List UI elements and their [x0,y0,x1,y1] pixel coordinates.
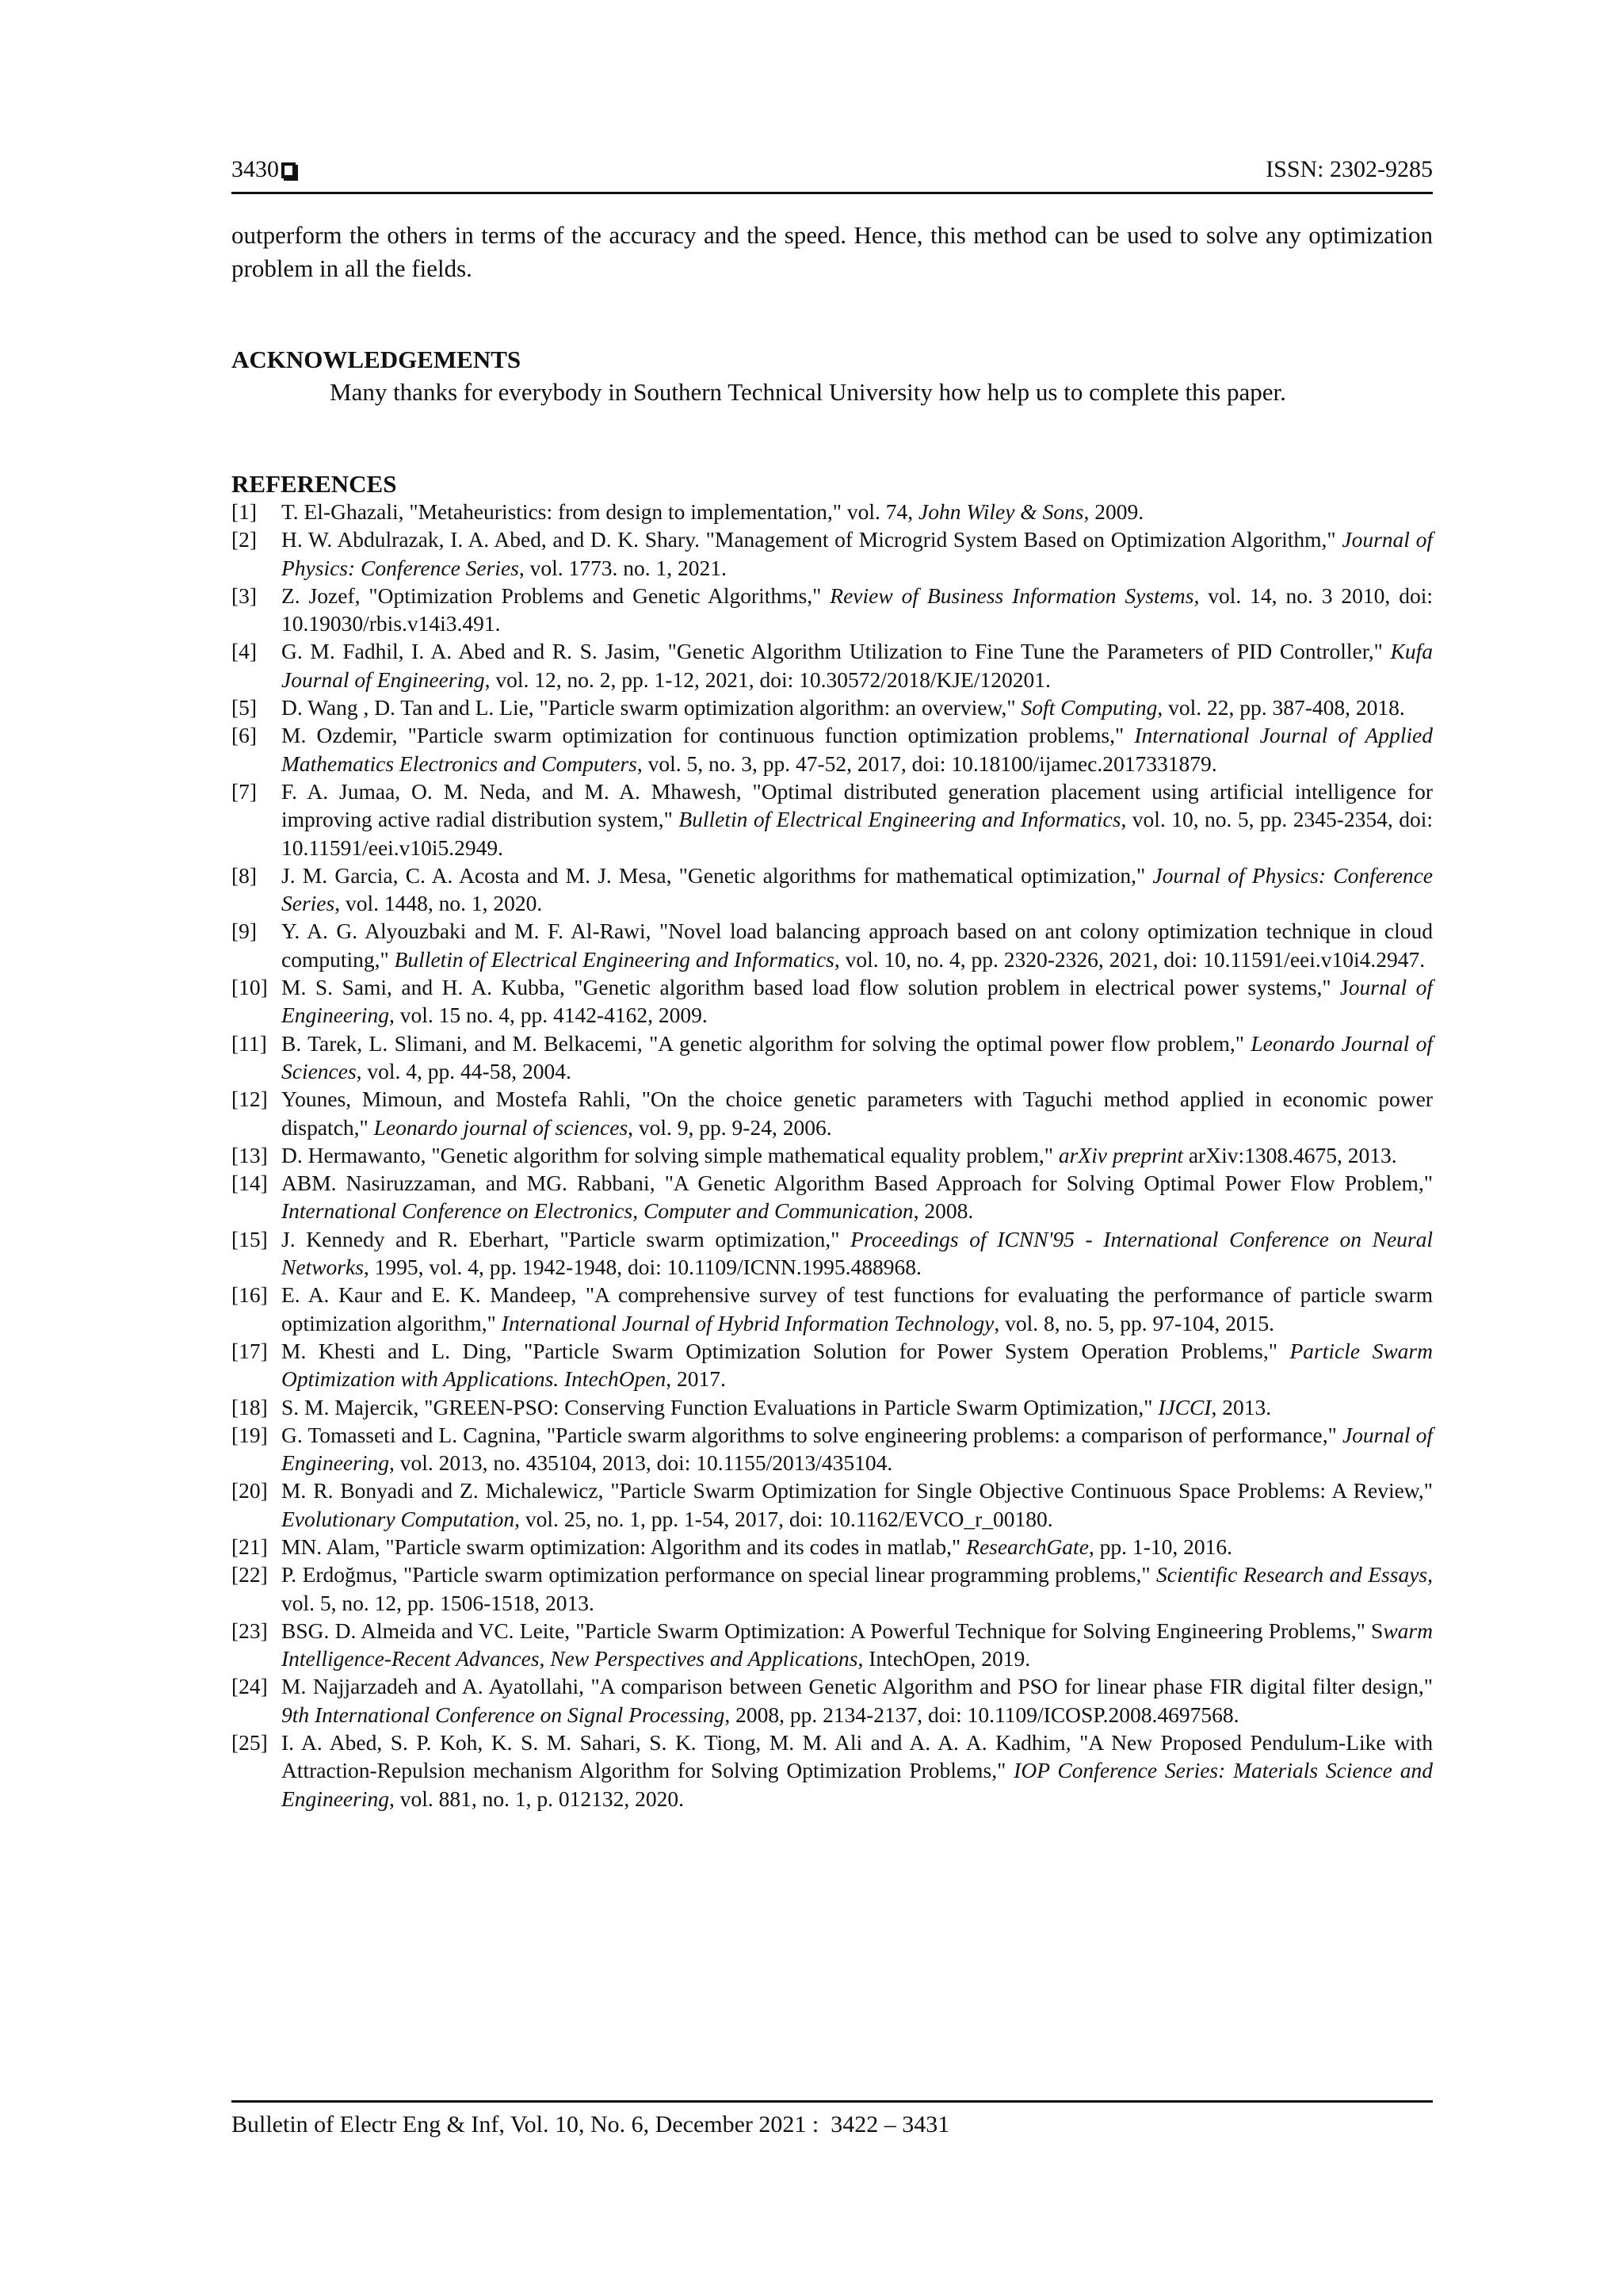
reference-text: Z. Jozef, "Optimization Problems and Genetic Algorithms," Review of Business Information Systems, vol. 14, no. 3 2010, doi: 10.19030/rbis.v14i3.491. [281,583,1433,636]
reference-item [231,1393,1433,1421]
acknowledgements-heading: ACKNOWLEDGEMENTS [231,346,521,373]
reference-item [231,525,1433,582]
reference-item [231,582,1433,638]
reference-item [231,1225,1433,1282]
reference-item [231,1533,1433,1561]
reference-text: MN. Alam, "Particle swarm optimization: Algorithm and its codes in matlab," ResearchGate, pp. 1-10, 2016. [281,1534,1232,1559]
reference-number: [19] [231,1422,268,1447]
reference-number: [15] [231,1226,268,1251]
reference-text: J. M. Garcia, C. A. Acosta and M. J. Mesa, "Genetic algorithms for mathematical optimization," Journal of Physics: Conference Series, vol. 1448, no. 1, 2020. [281,862,1433,916]
reference-text: B. Tarek, L. Slimani, and M. Belkacemi, "A genetic algorithm for solving the optimal power flow problem," Leonardo Journal of Sciences, vol. 4, pp. 44-58, 2004. [281,1030,1433,1083]
reference-text: I. A. Abed, S. P. Koh, K. S. M. Sahari, S. K. Tiong, M. M. Ali and A. A. A. Kadhim, "A New Proposed Pendulum-Like with Attraction-Repulsion mechanism Algorithm for Solving Optimization Problems," IOP Conference Series: Materials Science and Engineering, vol. 881, no. 1, p. 012132, 2020. [281,1730,1433,1811]
reference-text: BSG. D. Almeida and VC. Leite, "Particle Swarm Optimization: A Powerful Technique for Solving Engineering Problems," Swarm Intelligence-Recent Advances, New Perspectives and Applications, IntechOpen, 2019. [281,1618,1433,1671]
reference-text: H. W. Abdulrazak, I. A. Abed, and D. K. Shary. "Management of Microgrid System Based on Optimization Algorithm," Journal of Physics: Conference Series, vol. 1773. no. 1, 2021. [281,527,1433,580]
reference-number: [24] [231,1674,268,1699]
reference-text: T. El-Ghazali, "Metaheuristics: from design to implementation," vol. 74, John Wiley & Sons, 2009. [281,499,1144,524]
reference-text: G. Tomasseti and L. Cagnina, "Particle swarm algorithms to solve engineering problems: a comparison of performance," Journal of Engineering, vol. 2013, no. 435104, 2013, doi: 10.1155/2013/435104. [281,1422,1433,1476]
reference-text: M. Khesti and L. Ding, "Particle Swarm Optimization Solution for Power System Operation Problems," Particle Swarm Optimization with Applications. IntechOpen, 2017. [281,1338,1433,1392]
reference-number: [4] [231,639,258,664]
references-heading: REFERENCES [231,470,397,498]
reference-text: G. M. Fadhil, I. A. Abed and R. S. Jasim, "Genetic Algorithm Utilization to Fine Tune the Parameters of PID Controller," Kufa Journal of Engineering, vol. 12, no. 2, pp. 1-12, 2021, doi: 10.30572/2018/KJE/120201. [281,639,1433,692]
reference-item [231,1477,1433,1533]
reference-number: [22] [231,1562,268,1587]
reference-text: J. Kennedy and R. Eberhart, "Particle swarm optimization," Proceedings of ICNN'95 - International Conference on Neural Networks, 1995, vol. 4, pp. 1942-1948, doi: 10.1109/ICNN.1995.488968. [281,1226,1433,1280]
reference-item [231,1337,1433,1393]
reference-text: ABM. Nasiruzzaman, and MG. Rabbani, "A Genetic Algorithm Based Approach for Solving Optimal Power Flow Problem," International Conference on Electronics, Computer and Communication, 2008. [281,1171,1433,1224]
reference-item [231,1729,1433,1813]
footer-rule [231,2100,1433,2103]
reference-text: Younes, Mimoun, and Mostefa Rahli, "On the choice genetic parameters with Taguchi method applied in economic power dispatch," Leonardo journal of sciences, vol. 9, pp. 9-24, 2006. [281,1087,1433,1140]
reference-number: [23] [231,1618,268,1643]
reference-number: [10] [231,975,268,1000]
reference-number: [20] [231,1478,268,1503]
reference-item [231,1030,1433,1086]
header-rule [231,192,1433,194]
reference-number: [8] [231,862,258,888]
reference-item [231,861,1433,918]
reference-number: [3] [231,583,258,608]
reference-number: [2] [231,527,258,552]
reference-item [231,498,1433,525]
references-list [231,498,1433,1813]
reference-item [231,637,1433,693]
reference-text: Y. A. G. Alyouzbaki and M. F. Al-Rawi, "Novel load balancing approach based on ant colony optimization technique in cloud computing," Bulletin of Electrical Engineering and Informatics, vol. 10, no. 4, pp. 2320-2326, 2021, doi: 10.11591/eei.v10i4.2947. [281,919,1433,972]
reference-item [231,1617,1433,1673]
reference-item [231,721,1433,777]
reference-number: [14] [231,1171,268,1196]
reference-text: E. A. Kaur and E. K. Mandeep, "A comprehensive survey of test functions for evaluating the performance of particle swarm optimization algorithm," International Journal of Hybrid Information Technology, vol. 8, no. 5, pp. 97-104, 2015. [281,1282,1433,1335]
reference-item [231,777,1433,861]
reference-text: D. Hermawanto, "Genetic algorithm for solving simple mathematical equality problem," arXiv preprint arXiv:1308.4675, 2013. [281,1142,1397,1167]
reference-text: P. Erdoğmus, "Particle swarm optimization performance on special linear programming problems," Scientific Research and Essays, vol. 5, no. 12, pp. 1506-1518, 2013. [281,1562,1433,1615]
header-issn: ISSN: 2302-9285 [1266,156,1433,182]
reference-item [231,1421,1433,1477]
reference-item [231,693,1433,721]
reference-text: M. R. Bonyadi and Z. Michalewicz, "Particle Swarm Optimization for Single Objective Continuous Space Problems: A Review," Evolutionary Computation, vol. 25, no. 1, pp. 1-54, 2017, doi: 10.1162/EVCO_r_00180. [281,1478,1433,1531]
reference-item [231,1281,1433,1337]
reference-item [231,1141,1433,1169]
reference-number: [7] [231,778,258,804]
reference-number: [21] [231,1534,268,1559]
reference-item [231,973,1433,1030]
reference-item [231,917,1433,973]
reference-item [231,1672,1433,1729]
reference-text: D. Wang , D. Tan and L. Lie, "Particle swarm optimization algorithm: an overview," Soft Computing, vol. 22, pp. 387-408, 2018. [281,695,1405,720]
reference-text: S. M. Majercik, "GREEN-PSO: Conserving Function Evaluations in Particle Swarm Optimization," IJCCI, 2013. [281,1394,1272,1419]
reference-text: M. Ozdemir, "Particle swarm optimization for continuous function optimization problems," International Journal of Applied Mathematics Electronics and Computers, vol. 5, no. 3, pp. 47-52, 2017, doi: 10.18100/ijamec.2017331879. [281,723,1433,776]
reference-number: [18] [231,1394,268,1419]
page-box-icon [281,162,296,178]
reference-number: [1] [231,499,258,524]
reference-text: M. S. Sami, and H. A. Kubba, "Genetic algorithm based load flow solution problem in electrical power systems," Journal of Engineering, vol. 15 no. 4, pp. 4142-4162, 2009. [281,975,1433,1028]
reference-text: M. Najjarzadeh and A. Ayatollahi, "A comparison between Genetic Algorithm and PSO for linear phase FIR digital filter design," 9th International Conference on Signal Processing, 2008, pp. 2134-2137, doi: 10.1109/ICOSP.2008.4697568. [281,1674,1433,1727]
intro-paragraph: outperform the others in terms of the accuracy and the speed. Hence, this method can be used to solve any optimization problem in all the fields. [231,221,1433,282]
reference-number: [9] [231,919,258,944]
reference-item [231,1561,1433,1617]
reference-number: [12] [231,1087,268,1112]
reference-number: [16] [231,1282,268,1308]
reference-item [231,1169,1433,1225]
reference-number: [13] [231,1142,268,1167]
reference-number: [6] [231,723,258,748]
reference-item [231,1085,1433,1141]
reference-number: [25] [231,1730,268,1755]
acknowledgements-text: Many thanks for everybody in Southern Technical University how help us to complete this paper. [330,378,1286,406]
header-page-number-group [231,155,296,184]
reference-number: [5] [231,695,258,720]
reference-number: [17] [231,1338,268,1363]
reference-number: [11] [231,1030,267,1056]
page-number: 3430 [231,156,279,182]
footer-citation: Bulletin of Electr Eng & Inf, Vol. 10, No. 6, December 2021 : 3422 – 3431 [231,2111,950,2137]
reference-text: F. A. Jumaa, O. M. Neda, and M. A. Mhawesh, "Optimal distributed generation placement using artificial intelligence for improving active radial distribution system," Bulletin of Electrical Engineering and Informatics, vol. 10, no. 5, pp. 2345-2354, doi: 10.11591/eei.v10i5.2949. [281,778,1433,860]
